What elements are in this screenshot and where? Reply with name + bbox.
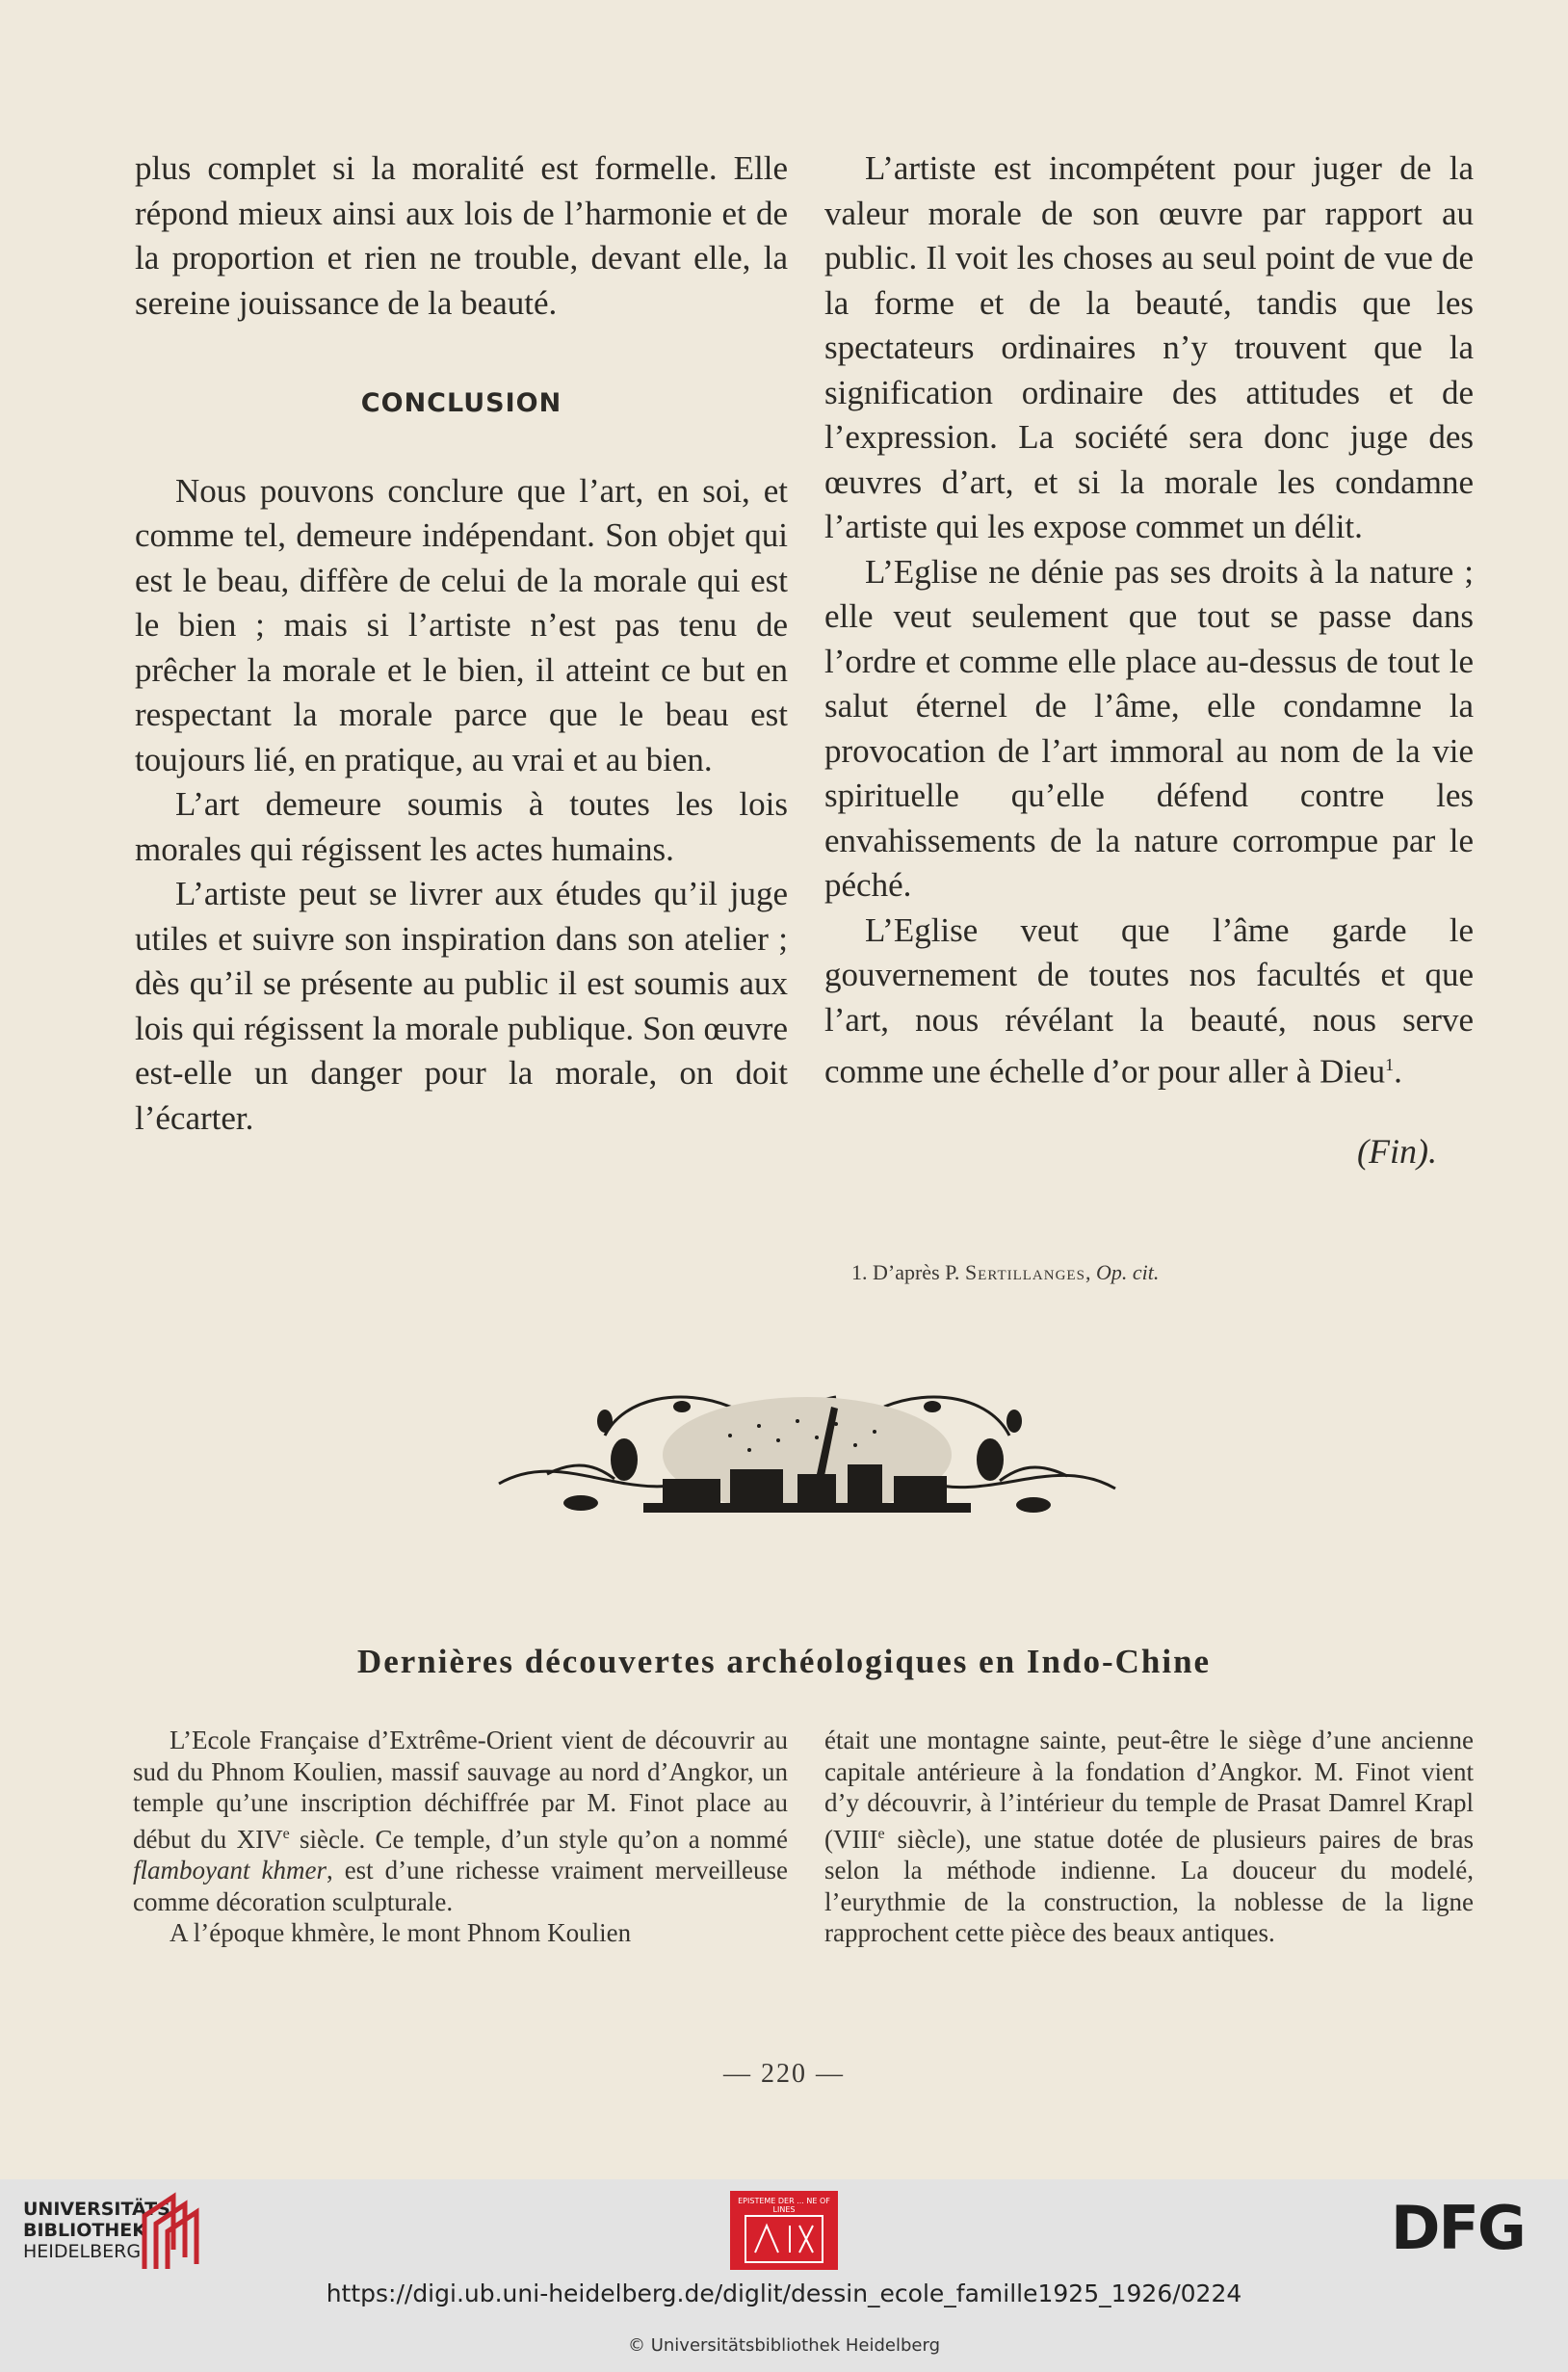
right-column-top [824,146,1474,1174]
paragraph-text: , est d’une richesse vraiment merveilleuse comme décoration sculpturale. [133,1856,788,1916]
library-name-line2: BIBLIOTHEK [23,2220,146,2241]
footnote-ref-text: Op. cit. [1095,1260,1160,1284]
article-title: Dernières découvertes archéologiques en Indo-Chine [356,1643,1212,1680]
permalink-url[interactable]: https://digi.ub.uni-heidelberg.de/diglit/dessin_ecole_famille1925_1926/0224 [326,2280,1242,2307]
paragraph-text: L’Ecole Française d’Extrême-Orient vient de découvrir au sud du Phnom Koulien, massif sauvage au nord d’Angkor, un temple qu’une inscription déchiffrée par M. Finot place au début du XIV [133,1726,788,1854]
superscript: e [877,1825,885,1842]
paragraph: A l’époque khmère, le mont Phnom Koulien [170,1918,632,1947]
floral-vignette-icon [489,1368,1125,1532]
paragraph-end: . [1394,1052,1402,1091]
paragraph [133,1725,788,1917]
paragraph: Nous pouvons conclure que l’art, en soi, et comme tel, demeure indépendant. Son objet qui est le beau, diffère de celui de la morale qui est le bien ; mais si l’artiste n’est pas tenu de prêcher la morale et le bien, il atteint ce but en respectant la morale parce que le beau est toujours lié, en pratique, au vrai et au bien. [135,471,788,778]
left-column-top [135,146,788,1141]
paragraph-text: siècle), une statue dotée de plusieurs paires de bras selon la méthode indienne. La douceur du modelé, l’eurythmie de la construction, la noblesse de la ligne rapprochent cette pièce des beaux antiques. [824,1824,1474,1947]
page-number: — 220 — [723,2059,845,2089]
ub-heidelberg-logo-icon [135,2187,202,2274]
partner-badge[interactable] [730,2191,838,2270]
paragraph-text: était une montagne sainte, peut-être le siège d’une ancienne capitale antérieure à la fondation d’Angkor. M. Finot vient d’y découvrir, à l’intérieur du temple de Prasat Damrel Krapl (VIII [824,1726,1474,1854]
footnote-ref: 1 [1385,1055,1395,1074]
fin-marker: (Fin). [1357,1132,1437,1172]
paragraph: L’Eglise ne dénie pas ses droits à la nature ; elle veut seulement que tout se passe dans l’ordre et comme elle place au-dessus de tout le salut éternel de l’âme, elle condamne la provocation de l’art immoral au nom de la vie spirituelle qu’elle défend contre les envahissements de la nature corrompue par le péché. [824,552,1474,904]
left-column-bottom [133,1725,788,1949]
right-column-bottom [824,1725,1474,1949]
superscript: e [282,1825,290,1842]
badge-text: EPISTEME DER ... NE OF LINES [738,2197,830,2214]
library-name-line1: UNIVERSITÄTS- [23,2199,178,2220]
emphasis: flamboyant khmer [133,1856,327,1884]
copyright-notice: © Universitätsbibliothek Heidelberg [627,2335,940,2356]
footnote-author: Sertillanges [964,1260,1085,1284]
paragraph: L’artiste est incompétent pour juger de la valeur morale de son œuvre par rapport au public. Il voit les choses au seul point de vue de la forme et de la beauté, tandis que les spectateurs ordinaires n’y trouvent que la signification ordinaire des attitudes et de l’expression. La société sera donc juge des œuvres d’art, et si la morale les condamne l’artiste qui les expose commet un délit. [824,149,1474,545]
paragraph: plus complet si la moralité est formelle. Elle répond mieux ainsi aux lois de l’harmonie et de la proportion et rien ne trouble, devant elle, la sereine jouissance de la beauté. [135,149,788,322]
dfg-logo[interactable]: DFG [1391,2193,1525,2263]
paragraph: L’artiste peut se livrer aux études qu’il juge utiles et suivre son inspiration dans son atelier ; dès qu’il se présente au public il est soumis aux lois qui régissent la morale publique. Son œuvre est-elle un danger pour la morale, on doit l’écarter. [135,875,788,1137]
footnote-prefix: 1. D’après P. [851,1260,965,1284]
footnote [851,1260,1159,1285]
paragraph [824,909,1474,1095]
paragraph-text: siècle. Ce temple, d’un style qu’on a nommé [289,1824,789,1854]
library-name-line3: HEIDELBERG [23,2241,142,2262]
paragraph [824,1725,1474,1949]
paragraph: L’art demeure soumis à toutes les lois morales qui régissent les actes humains. [135,785,788,868]
badge-emblem-icon [744,2214,824,2264]
section-heading: CONCLUSION [360,388,562,418]
paragraph-text: L’Eglise veut que l’âme garde le gouvernement de toutes nos facultés et que l’art, nous révélant la beauté, nous serve comme une échelle d’or pour aller à Dieu [824,910,1474,1091]
footnote-separator: , [1085,1260,1096,1284]
